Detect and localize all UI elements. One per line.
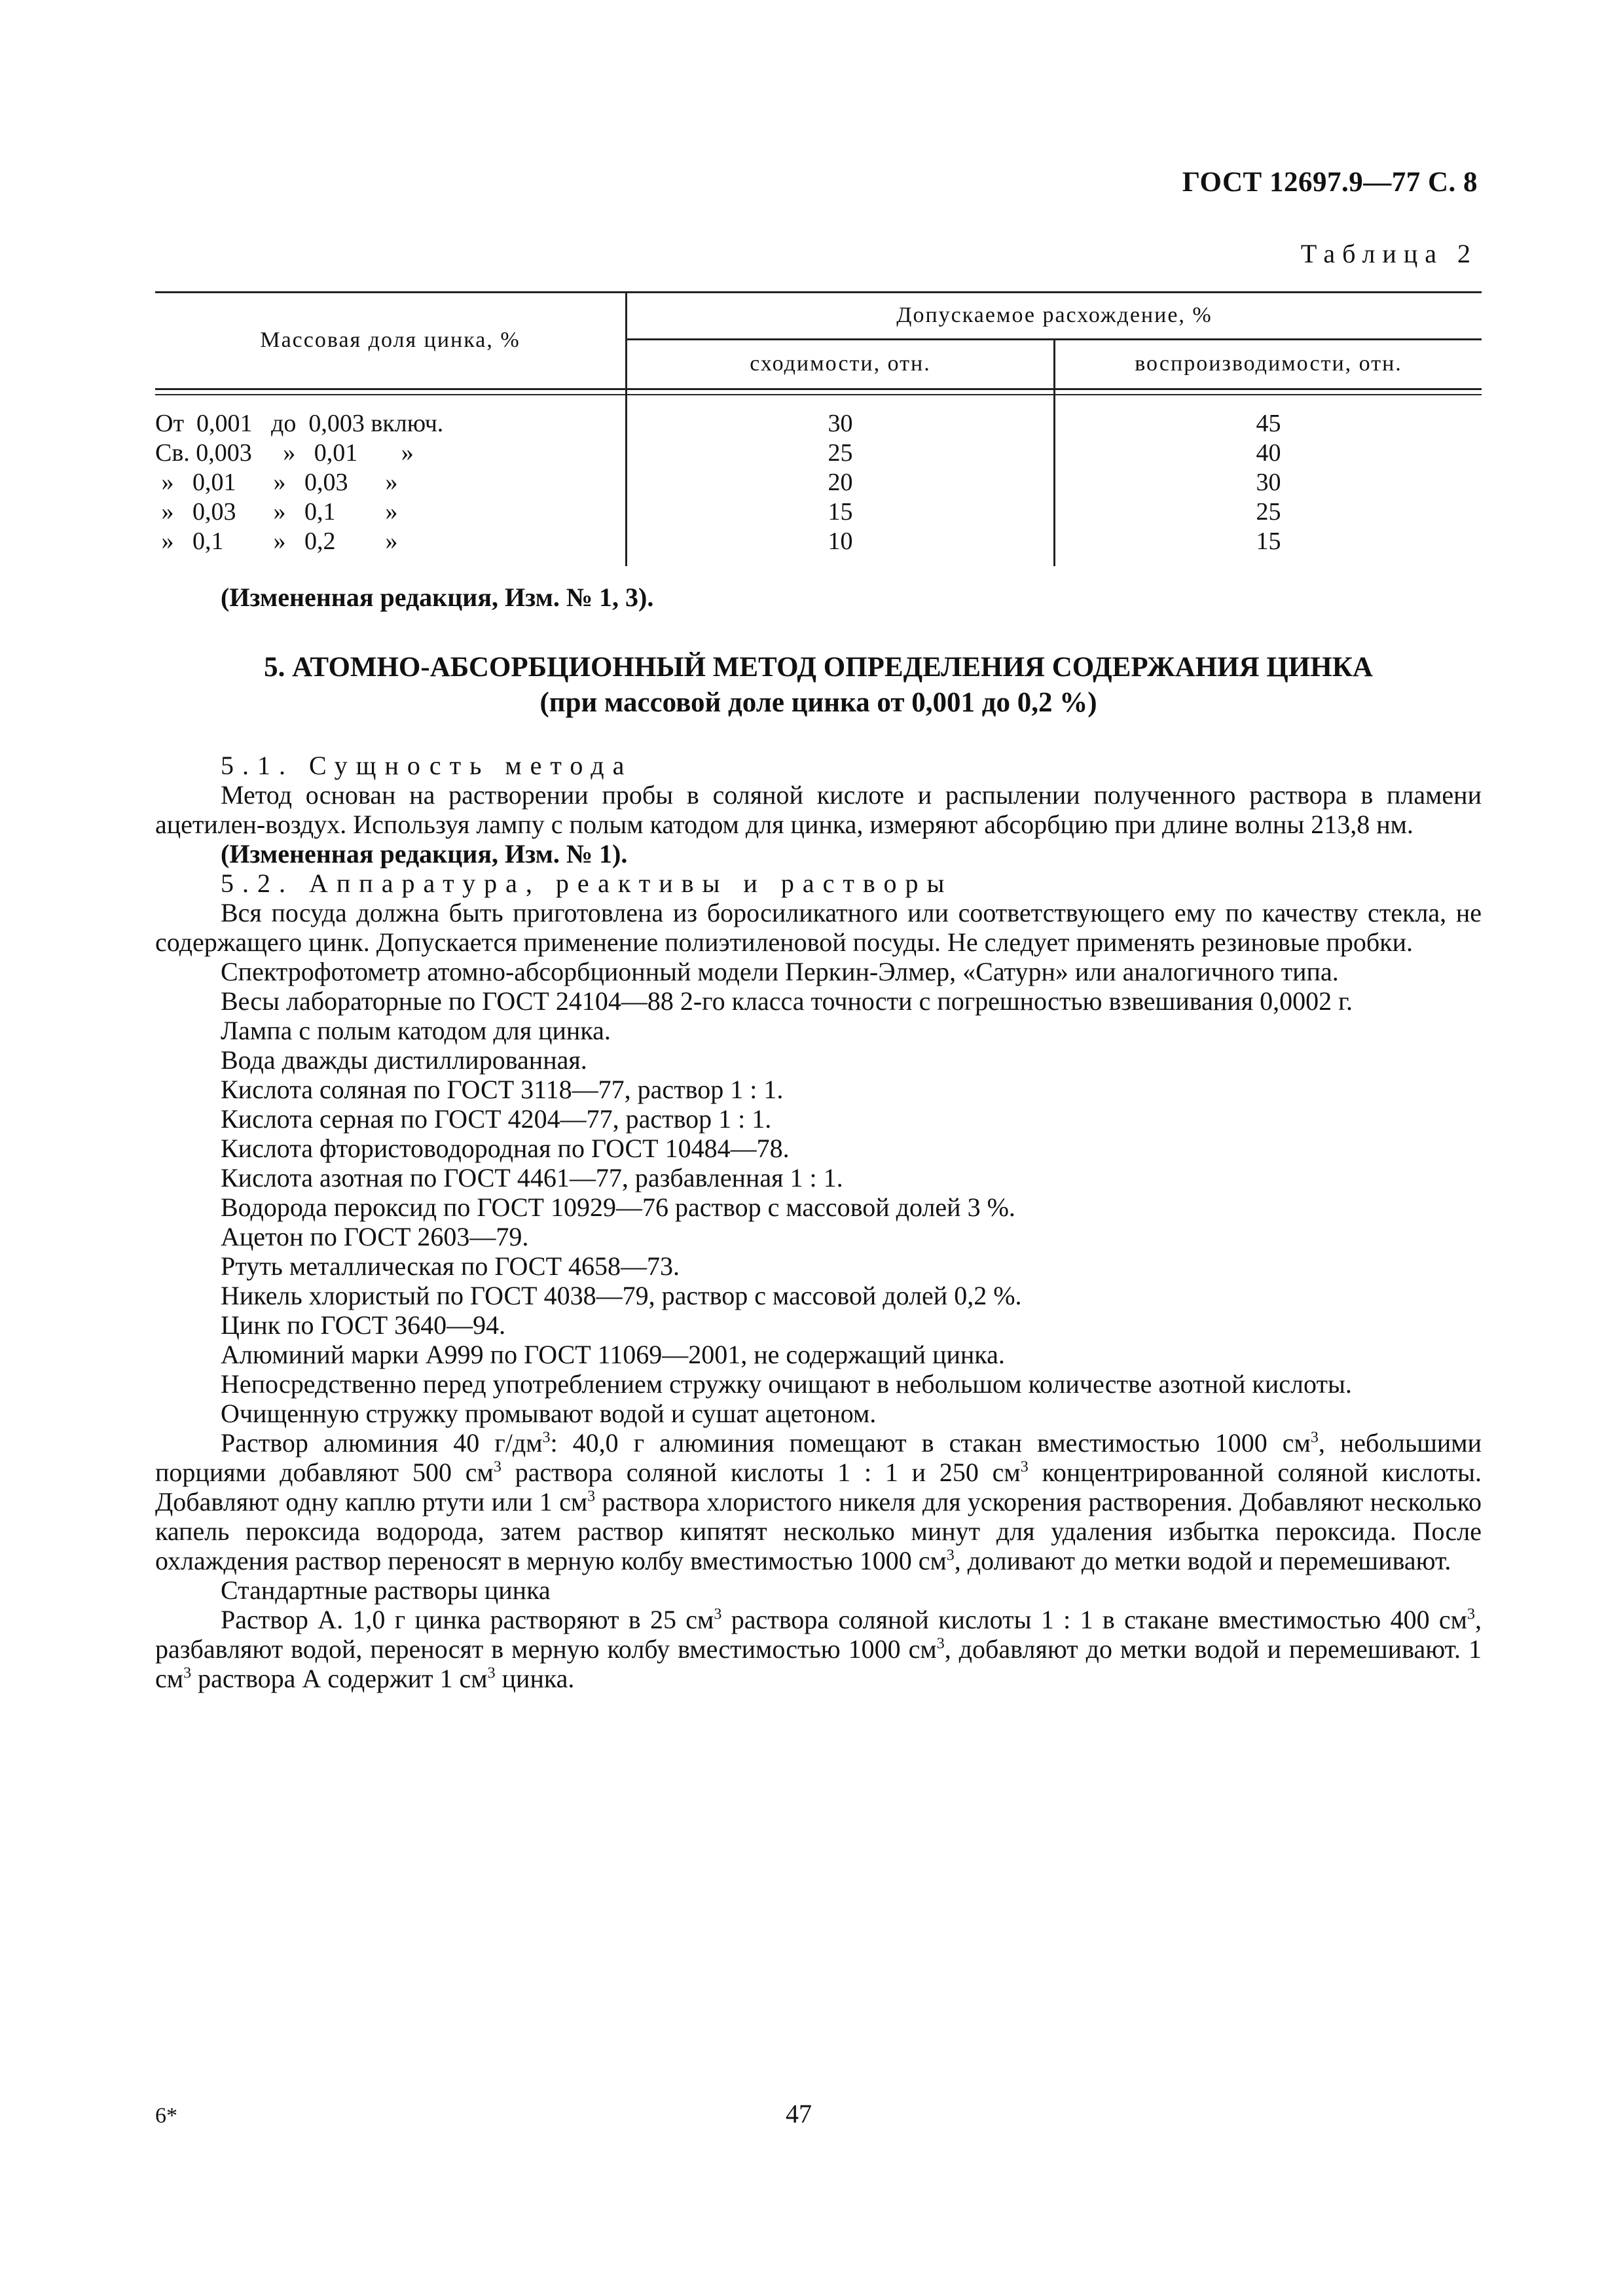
amendment-note-2: (Измененная редакция, Изм. № 1).: [221, 839, 628, 869]
paragraph-spectrophotometer: Спектрофотометр атомно-абсорбционный модели Перкин-Элмер, «Сатурн» или аналогичного типа.: [221, 957, 1339, 986]
row-4-convergence: 15: [828, 498, 853, 526]
row-2-convergence: 25: [828, 439, 853, 467]
reagent-item: Кислота фтористоводородная по ГОСТ 10484—78.: [221, 1134, 790, 1163]
reagent-item: Алюминий марки А999 по ГОСТ 11069—2001, не содержащий цинка.: [221, 1340, 1005, 1369]
table-header-rule-1: [155, 388, 1482, 390]
row-2-range: Св. 0,003 » 0,01 »: [155, 439, 414, 467]
table-top-rule: [155, 291, 1482, 293]
reagent-item: Цинк по ГОСТ 3640—94.: [221, 1310, 506, 1340]
section-title: [155, 650, 1482, 721]
row-5-convergence: 10: [828, 528, 853, 555]
paragraph-chip-cleaning: Непосредственно перед употреблением стружку очищают в небольшом количестве азотной кислоты.: [221, 1369, 1352, 1399]
page-header: ГОСТ 12697.9—77 С. 8: [1182, 167, 1478, 198]
paragraph-balance: Весы лабораторные по ГОСТ 24104—88 2-го класса точности с погрешностью взвешивания 0,0002 г.: [221, 986, 1353, 1016]
reagent-item: Кислота азотная по ГОСТ 4461—77, разбавленная 1 : 1.: [221, 1163, 843, 1193]
row-4-reproducibility: 25: [1256, 498, 1281, 526]
reagent-item: Никель хлористый по ГОСТ 4038—79, раствор с массовой долей 0,2 %.: [221, 1281, 1022, 1310]
document-body: [155, 583, 1482, 1693]
section-title-main: 5. АТОМНО-АБСОРБЦИОННЫЙ МЕТОД ОПРЕДЕЛЕНИЯ СОДЕРЖАНИЯ ЦИНКА: [264, 652, 1373, 683]
subsection-5-1-heading: 5.1. Сущность метода: [221, 751, 633, 780]
reagent-item: Водорода пероксид по ГОСТ 10929—76 раствор с массовой долей 3 %.: [221, 1193, 1015, 1222]
row-3-reproducibility: 30: [1256, 469, 1281, 496]
section-title-sub: (при массовой доле цинка от 0,001 до 0,2 %): [539, 687, 1097, 718]
col-header-convergence: сходимости, отн.: [750, 351, 931, 376]
paragraph-chip-washing: Очищенную стружку промывают водой и сушат ацетоном.: [221, 1399, 877, 1428]
paragraph-solution-a: Раствор А. 1,0 г цинка растворяют в 25 $см^3$ раствора соляной кислоты 1 : 1 в стакане вместимостью 400 $см^3$, разбавляют водой, переносят в мерную колбу вместимостью 1000 $см^3$, добавляют до метки водой и перемешивают. 1 $см^3$ раствора А содержит 1 $см^3$ цинка.: [155, 1605, 1482, 1693]
reagent-item: Ртуть металлическая по ГОСТ 4658—73.: [221, 1251, 680, 1281]
table-2: [155, 291, 1482, 566]
footer-signature-mark: 6*: [155, 2104, 177, 2128]
page-number: 47: [786, 2099, 812, 2128]
row-1-convergence: 30: [828, 410, 853, 437]
paragraph-aluminium-solution: Раствор алюминия 40 $г/дм^3$: 40,0 г алюминия помещают в стакан вместимостью 1000 $см^3$, небольшими порциями добавляют 500 $см^3$ раствора соляной кислоты 1 : 1 и 250 $см^3$ концентрированной соляной кислоты. Добавляют одну каплю ртути или 1 $см^3$ раствора хлористого никеля для ускорения растворения. Добавляют несколько капель пероксида водорода, затем раствор кипятят несколько минут для удаления избытка пероксида. После охлаждения раствор переносят в мерную колбу вместимостью 1000 $см^3$, доливают до метки водой и перемешивают.: [155, 1428, 1482, 1575]
paragraph-method-principle: Метод основан на растворении пробы в соляной кислоте и распылении полученного раствора в пламени ацетилен-воздух. Используя лампу с полым катодом для цинка, измеряют абсорбцию при длине волны 213,8 нм.: [155, 780, 1482, 839]
row-3-convergence: 20: [828, 469, 853, 496]
paragraph-standard-solutions-heading: Стандартные растворы цинка: [221, 1575, 551, 1605]
row-1-range: От 0,001 до 0,003 включ.: [155, 410, 444, 437]
spacer: [155, 721, 1482, 751]
row-2-reproducibility: 40: [1256, 439, 1281, 467]
row-5-range: » 0,1 » 0,2 »: [155, 528, 398, 555]
col-header-group: Допускаемое расхождение, %: [896, 303, 1213, 327]
reagent-item: Кислота соляная по ГОСТ 3118—77, раствор 1 : 1.: [221, 1075, 784, 1104]
paragraph-glassware: Вся посуда должна быть приготовлена из боросиликатного или соответствующего ему по качеству стекла, не содержащего цинк. Допускается применение полиэтиленовой посуды. Не следует применять резиновые пробки.: [155, 898, 1482, 957]
col-header-reproducibility: воспроизводимости, отн.: [1135, 351, 1402, 376]
reagent-item: Ацетон по ГОСТ 2603—79.: [221, 1222, 529, 1251]
row-1-reproducibility: 45: [1256, 410, 1281, 437]
reagent-item: Вода дважды дистиллированная.: [221, 1045, 587, 1075]
subsection-5-2-heading: 5.2. Аппаратура, реактивы и растворы: [221, 869, 953, 898]
table-header-rule-2: [155, 394, 1482, 395]
row-4-range: » 0,03 » 0,1 »: [155, 498, 398, 526]
row-3-range: » 0,01 » 0,03 »: [155, 469, 398, 496]
amendment-note-1: (Измененная редакция, Изм. № 1, 3).: [221, 583, 654, 612]
table-label: Таблица 2: [1300, 239, 1478, 268]
col-header-mass-fraction: Массовая доля цинка, %: [260, 328, 520, 352]
reagent-item: Лампа с полым катодом для цинка.: [221, 1016, 611, 1045]
row-5-reproducibility: 15: [1256, 528, 1281, 555]
reagent-item: Кислота серная по ГОСТ 4204—77, раствор 1 : 1.: [221, 1104, 772, 1134]
